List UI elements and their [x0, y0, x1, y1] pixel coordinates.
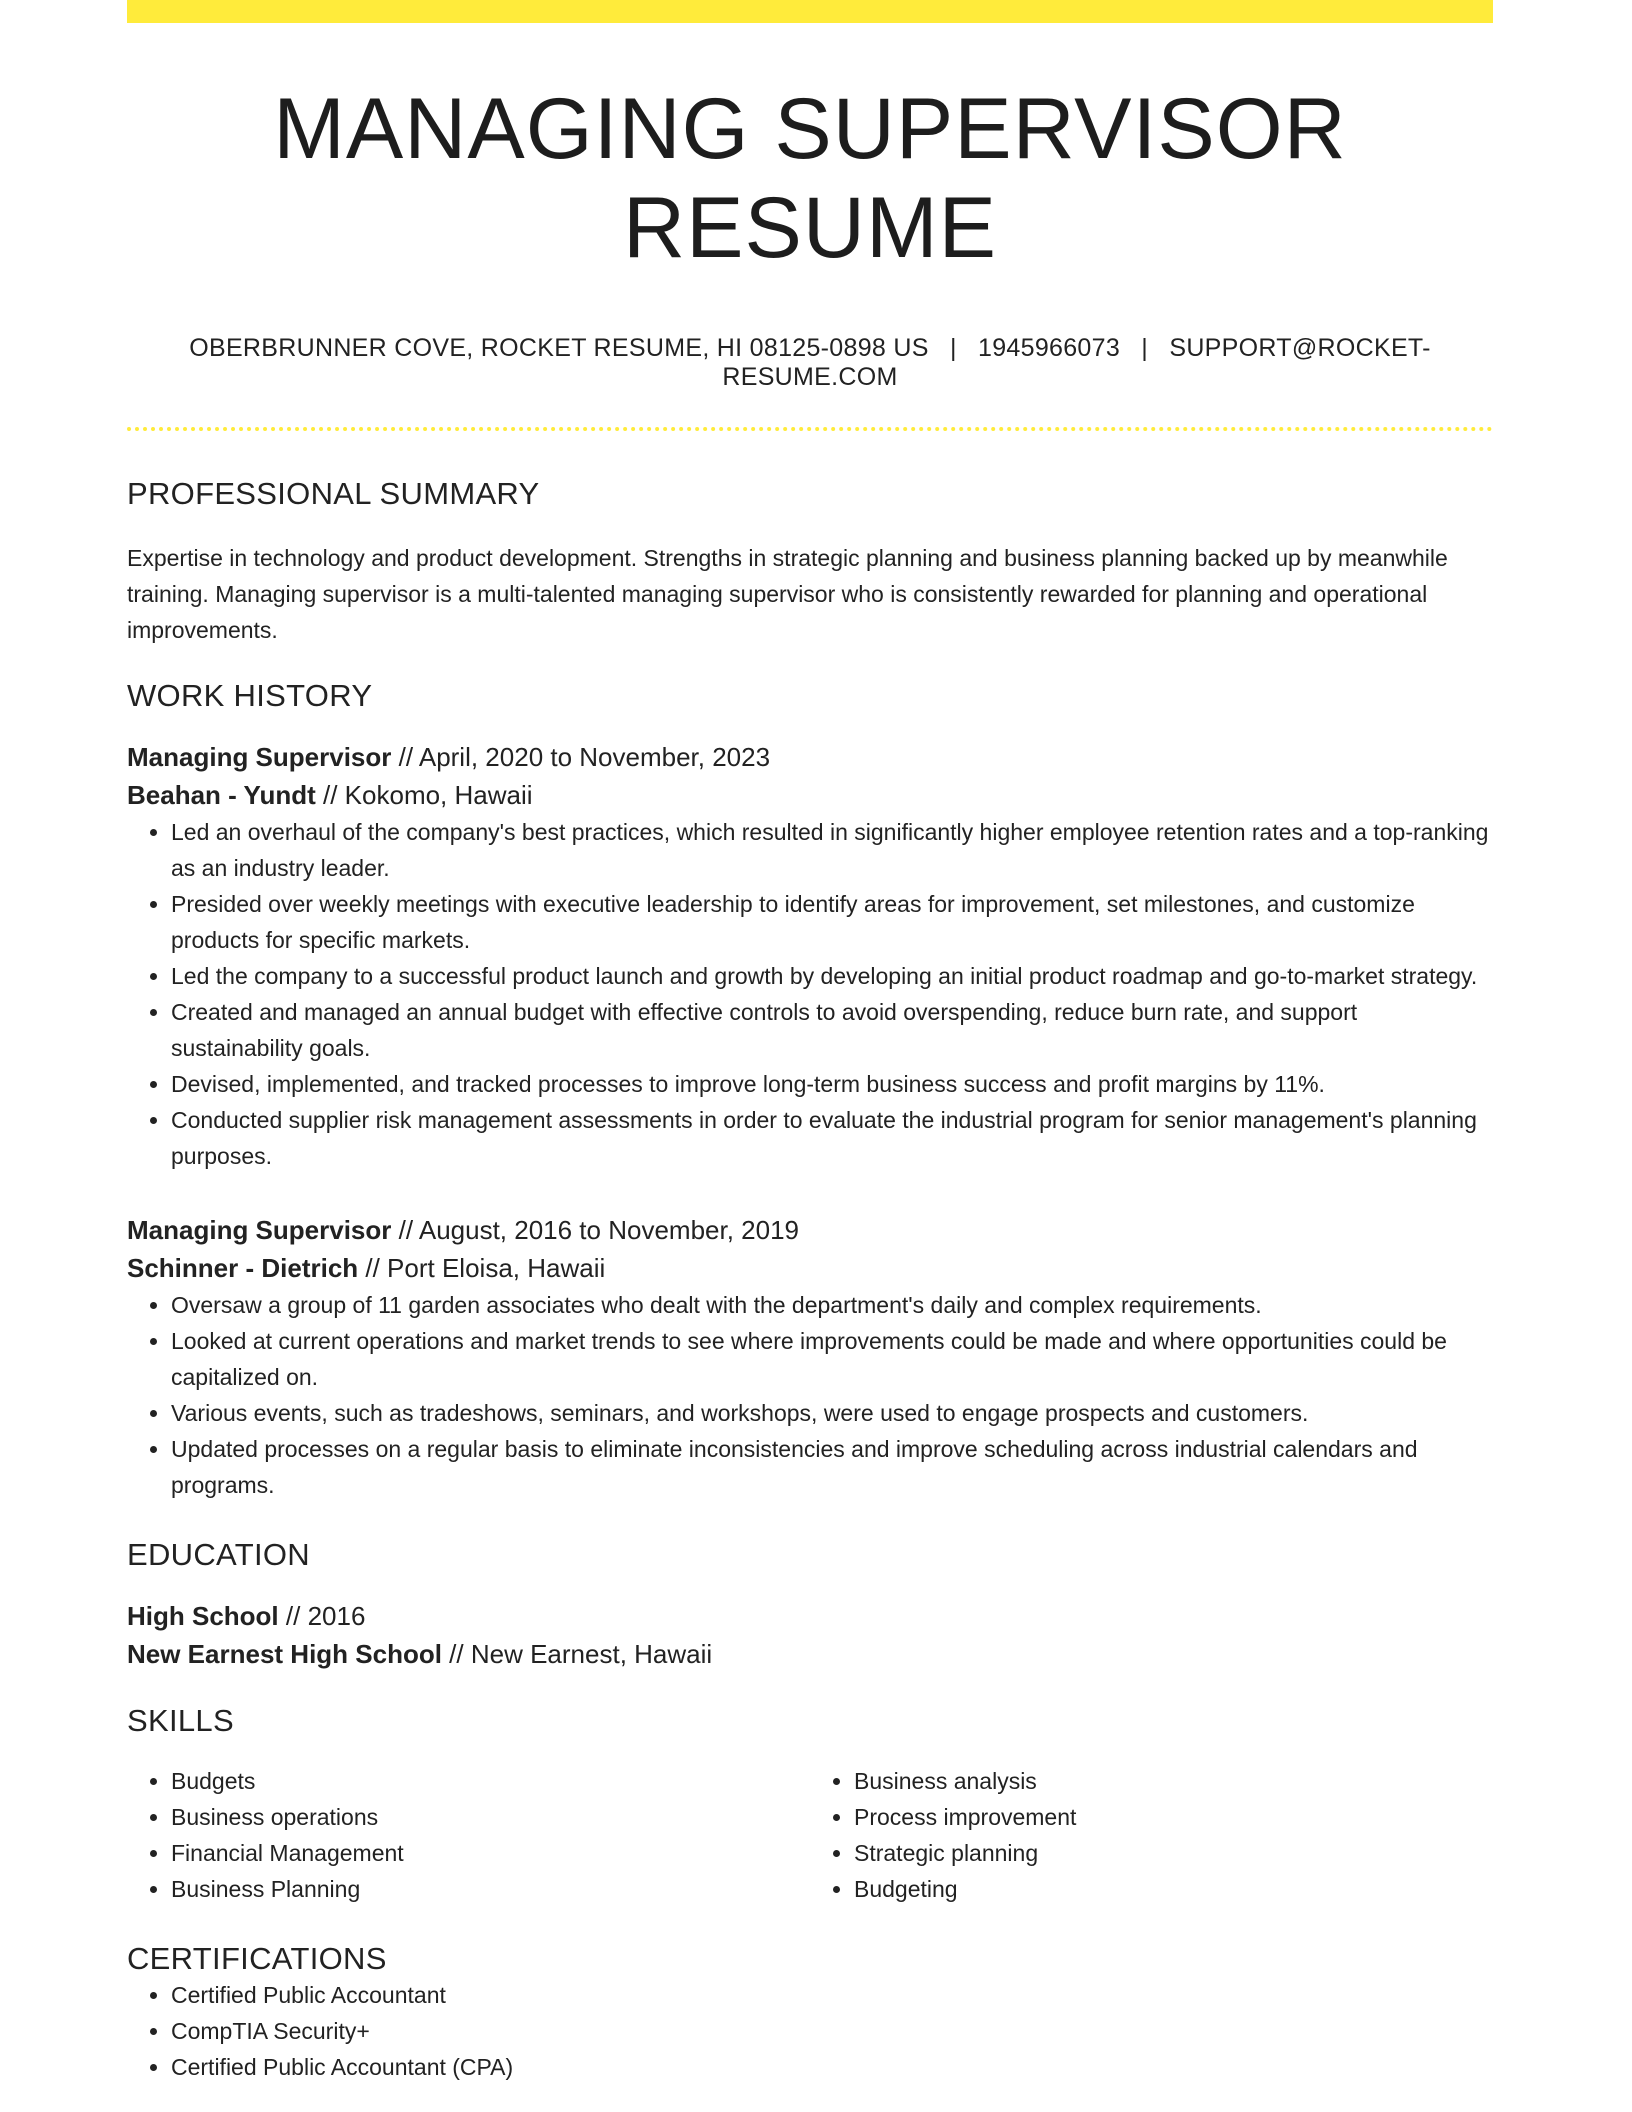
job-title-line [127, 738, 1493, 776]
contact-line [127, 334, 1493, 392]
skill-item: • Strategic planning [854, 1835, 1493, 1871]
education-degree-line [127, 1597, 1493, 1635]
job-bullet: • Conducted supplier risk management assessments in order to evaluate the industrial program for senior management's planning purposes. [171, 1102, 1493, 1174]
resume-title: MANAGING SUPERVISOR RESUME [273, 81, 1347, 276]
job-location: // Port Eloisa, Hawaii [358, 1252, 606, 1283]
job-dates: // August, 2016 to November, 2019 [391, 1214, 799, 1245]
education-degree: High School [127, 1600, 279, 1631]
skill-item: • Business Planning [171, 1871, 810, 1907]
certifications-heading: CERTIFICATIONS [127, 1940, 387, 1976]
skills-column-left [127, 1763, 810, 1907]
job-company: Beahan - Yundt [127, 779, 316, 810]
summary-text: Expertise in technology and product development. Strengths in strategic planning and business planning backed up by meanwhile training. Managing supervisor is a multi-talented managing supervisor who is consistently rewarded for planning and operational improvements. [127, 544, 1448, 643]
education-location: // New Earnest, Hawaii [441, 1638, 713, 1669]
job-company: Schinner - Dietrich [127, 1252, 359, 1283]
certification-item: • CompTIA Security+ [171, 2013, 1493, 2049]
skills-column-right [810, 1763, 1493, 1907]
dotted-divider [127, 427, 1493, 431]
job-bullet-list [127, 814, 1493, 1174]
skills-grid [127, 1763, 1493, 1907]
skill-item: • Business analysis [854, 1763, 1493, 1799]
job-title: Managing Supervisor [127, 1214, 392, 1245]
certification-item: • Certified Public Accountant [171, 1977, 1493, 2013]
accent-top-bar [127, 0, 1493, 23]
job-bullet: • Various events, such as tradeshows, seminars, and workshops, were used to engage prospects and customers. [171, 1395, 1493, 1431]
job-bullet-list [127, 1287, 1493, 1503]
job-bullet: • Led an overhaul of the company's best practices, which resulted in significantly higher employee retention rates and a top-ranking as an industry leader. [171, 814, 1493, 886]
education-year: // 2016 [278, 1600, 366, 1631]
job-bullet: • Updated processes on a regular basis to eliminate inconsistencies and improve scheduling across industrial calendars and programs. [171, 1431, 1493, 1503]
job-bullet: • Oversaw a group of 11 garden associates who dealt with the department's daily and complex requirements. [171, 1287, 1493, 1323]
contact-phone: 1945966073 [978, 333, 1121, 362]
skill-item: • Process improvement [854, 1799, 1493, 1835]
certifications-list [127, 1977, 1493, 2085]
job-dates: // April, 2020 to November, 2023 [391, 741, 771, 772]
job-bullet: • Looked at current operations and market trends to see where improvements could be made and where opportunities could be capitalized on. [171, 1323, 1493, 1395]
skill-item: • Budgets [171, 1763, 810, 1799]
job-bullet: • Presided over weekly meetings with executive leadership to identify areas for improvement, set milestones, and customize products for specific markets. [171, 886, 1493, 958]
work-history-heading: WORK HISTORY [127, 677, 373, 713]
education-heading: EDUCATION [127, 1536, 310, 1572]
job-company-line [127, 1249, 1493, 1287]
resume-page [127, 0, 1493, 2085]
job-title: Managing Supervisor [127, 741, 392, 772]
contact-separator: | [1141, 333, 1149, 362]
job-entry [127, 1211, 1493, 1503]
skills-heading: SKILLS [127, 1702, 234, 1738]
skill-item: • Financial Management [171, 1835, 810, 1871]
summary-heading: PROFESSIONAL SUMMARY [127, 475, 540, 511]
job-location: // Kokomo, Hawaii [315, 779, 533, 810]
skill-item: • Budgeting [854, 1871, 1493, 1907]
contact-address: OBERBRUNNER COVE, ROCKET RESUME, HI 08125-0898 US [189, 333, 929, 362]
contact-email: SUPPORT@ROCKET-RESUME.COM [722, 333, 1431, 391]
job-bullet: • Created and managed an annual budget with effective controls to avoid overspending, reduce burn rate, and support sustainability goals. [171, 994, 1493, 1066]
certification-item: • Certified Public Accountant (CPA) [171, 2049, 1493, 2085]
job-bullet: • Led the company to a successful product launch and growth by developing an initial product roadmap and go-to-market strategy. [171, 958, 1493, 994]
skill-item: • Business operations [171, 1799, 810, 1835]
education-school: New Earnest High School [127, 1638, 442, 1669]
job-title-line [127, 1211, 1493, 1249]
job-entry [127, 738, 1493, 1174]
education-school-line [127, 1635, 1493, 1673]
contact-separator: | [949, 333, 957, 362]
job-bullet: • Devised, implemented, and tracked processes to improve long-term business success and profit margins by 11%. [171, 1066, 1493, 1102]
job-company-line [127, 776, 1493, 814]
